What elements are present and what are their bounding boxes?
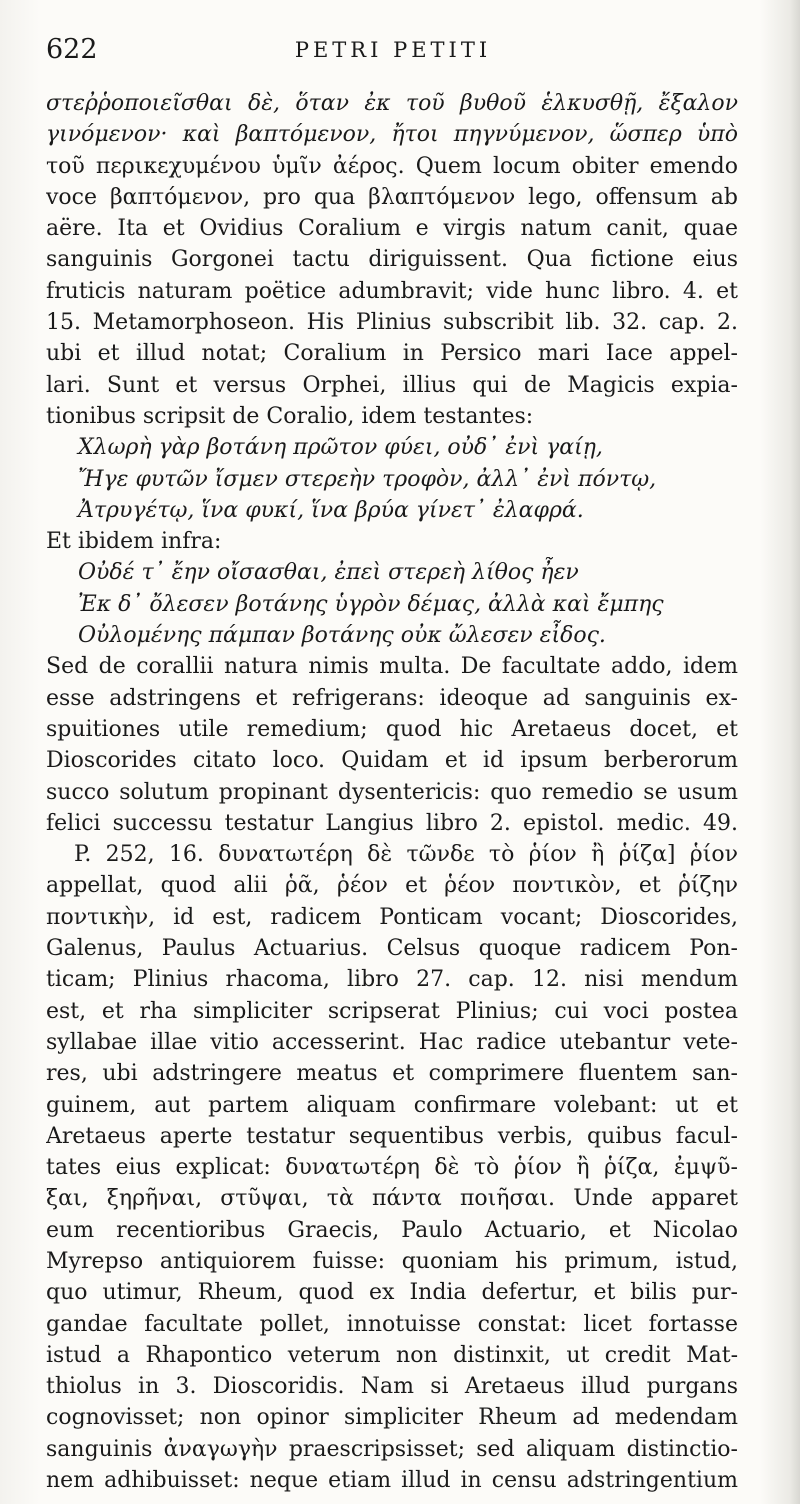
running-head: PETRI PETITI: [294, 38, 492, 62]
text-line: syllabae illae vitio accesserint. Hac radice utebantur vete-: [46, 1029, 738, 1055]
text-line: guinem, aut partem aliquam confirmare volebant: ut et: [46, 1092, 738, 1118]
text-line: thiolus in 3. Dioscoridis. Nam si Aretaeus illud purgans: [46, 1374, 738, 1400]
text-line: ubi et illud notat; Coralium in Persico mari Iace appel-: [46, 341, 738, 367]
page-number: 622: [46, 34, 98, 65]
text-line: istud a Rhapontico veterum non distinxit, ut credit Mat-: [46, 1342, 738, 1368]
text-line: appellat, quod alii ῥᾶ, ῥέον et ῥέον ποντικὸν, et ῥίζην: [46, 873, 738, 899]
text-line: est, et rha simpliciter scripserat Plinius; cui voci postea: [46, 998, 738, 1024]
text-line: Et ibidem infra:: [46, 529, 222, 555]
text-line: tionibus scripsit de Coralio, idem testantes:: [46, 403, 534, 429]
text-line: felici successu testatur Langius libro 2. epistol. medic. 49.: [46, 810, 738, 836]
verse-line: Οὐδέ τ᾽ ἔην οἴσασθαι, ἐπεὶ στερεὴ λίθος ἦεν: [78, 560, 579, 586]
text-line: Sed de corallii natura nimis multa. De facultate addo, idem: [46, 654, 738, 680]
text-line: στεῤῥοποιεῖσθαι δὲ, ὅταν ἐκ τοῦ βυθοῦ ἑλκυσθῇ, ἔξαλον: [46, 91, 738, 116]
text-line: Galenus, Paulus Actuarius. Celsus quoque radicem Pon-: [46, 936, 738, 962]
page-header: [46, 28, 740, 68]
text-line: ticam; Plinius rhacoma, libro 27. cap. 12. nisi mendum: [46, 967, 738, 993]
text-line: cognovisset; non opinor simpliciter Rheum ad medendam: [46, 1405, 738, 1431]
text-line: τοῦ περικεχυμένου ὑμῖν ἀέρος. Quem locum obiter emendo: [46, 153, 738, 179]
verse-line: Ἀτρυγέτῳ, ἵνα φυκί, ἵνα βρύα γίνετ᾽ ἐλαφρά.: [78, 497, 584, 523]
text-line: eum recentioribus Graecis, Paulo Actuario, et Nicolao: [46, 1217, 738, 1243]
text-line: γινόμενον· καὶ βαπτόμενον, ἤτοι πηγνύμενον, ὥσπερ ὑπὸ: [46, 122, 738, 148]
text-line: res, ubi adstringere meatus et comprimere fluentem san-: [46, 1061, 738, 1087]
text-line: aëre. Ita et Ovidius Coralium e virgis natum canit, quae: [46, 216, 738, 242]
text-line: succo solutum propinant dysentericis: quo remedio se usum: [46, 779, 738, 805]
verse-line: Οὐλομένης πάμπαν βοτάνης οὐκ ὤλεσεν εἶδος.: [78, 623, 606, 649]
text-line: esse adstringens et refrigerans: ideoque ad sanguinis ex-: [46, 685, 738, 711]
text-line: fruticis naturam poëtice adumbravit; vide hunc libro. 4. et: [46, 278, 738, 304]
verse-line: Χλωρὴ γὰρ βοτάνη πρῶτον φύει, οὐδ᾽ ἐνὶ γαίῃ,: [78, 435, 603, 461]
text-line: voce βαπτόμενον, pro qua βλαπτόμενον lego, offensum ab: [46, 184, 738, 210]
text-line: gandae facultate pollet, innotuisse constat: licet fortasse: [46, 1311, 738, 1337]
text-line: Dioscorides citato loco. Quidam et id ipsum berberorum: [46, 748, 738, 774]
text-line: tates eius explicat: δυνατωτέρη δὲ τὸ ῥίον ἢ ῥίζα, ἐμψῦ-: [46, 1155, 738, 1181]
text-line: nem adhibuisset: neque etiam illud in censu adstringentium: [46, 1468, 738, 1494]
text-line: spuitiones utile remedium; quod hic Aretaeus docet, et: [46, 716, 738, 742]
text-line: sanguinis Gorgonei tactu diriguissent. Qua fictione eius: [46, 247, 738, 273]
text-line: P. 252, 16. δυνατωτέρη δὲ τῶνδε τὸ ῥίον ἢ ῥίζα] ῥίον: [74, 842, 738, 868]
text-line: ξαι, ξηρῆναι, στῦψαι, τὰ πάντα ποιῆσαι. Unde apparet: [46, 1186, 738, 1212]
text-line: ποντικὴν, id est, radicem Ponticam vocant; Dioscorides,: [46, 904, 738, 930]
body-text: [46, 88, 738, 1496]
text-line: sanguinis ἀναγωγὴν praescripsisset; sed aliquam distinctio-: [46, 1436, 738, 1462]
verse-line: Ἤγε φυτῶν ἴσμεν στερεὴν τροφὸν, ἀλλ᾽ ἐνὶ πόντῳ,: [78, 466, 657, 492]
text-line: lari. Sunt et versus Orphei, illius qui de Magicis expia-: [46, 372, 738, 398]
text-line: Aretaeus aperte testatur sequentibus verbis, quibus facul-: [46, 1123, 738, 1149]
text-line: 15. Metamorphoseon. His Plinius subscribit lib. 32. cap. 2.: [46, 310, 738, 336]
text-line: quo utimur, Rheum, quod ex India defertur, et bilis pur-: [46, 1280, 738, 1306]
verse-line: Ἐκ δ᾽ ὄλεσεν βοτάνης ὑγρὸν δέμας, ἀλλὰ καὶ ἔμπης: [78, 591, 664, 617]
text-line: Myrepso antiquiorem fuisse: quoniam his primum, istud,: [46, 1248, 738, 1274]
